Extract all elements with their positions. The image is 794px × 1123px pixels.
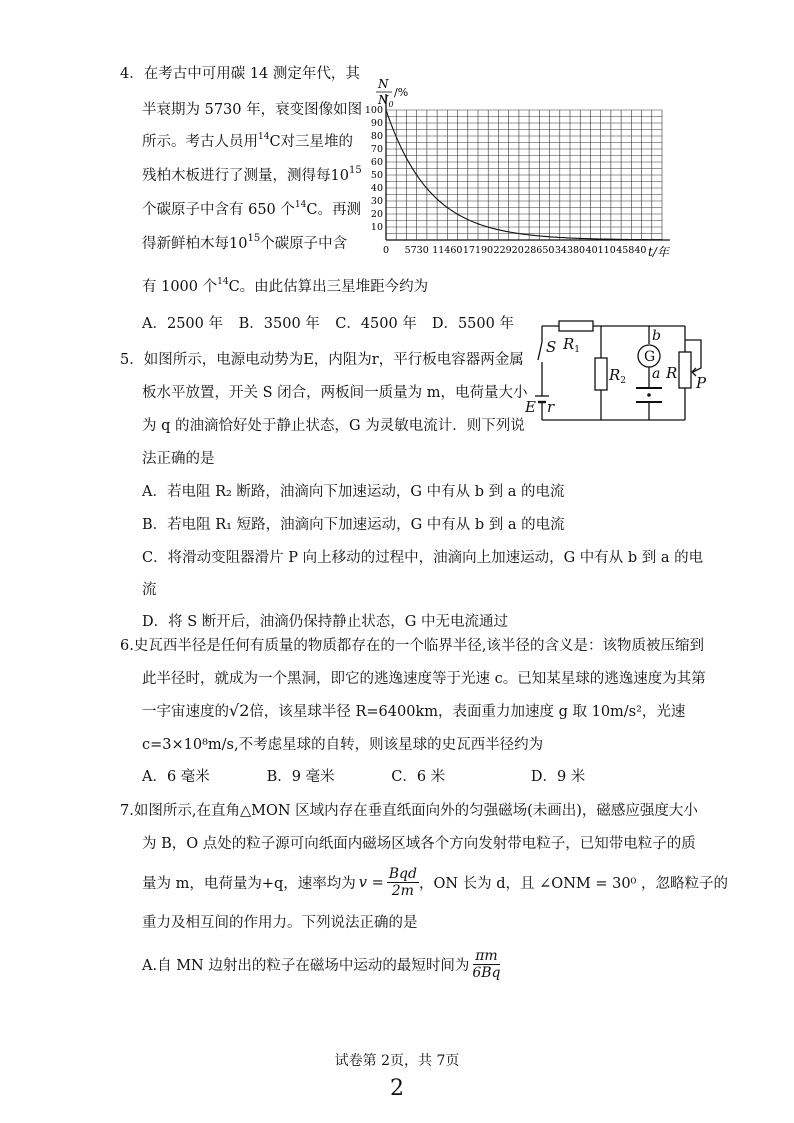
q7-line-1: 7.如图所示,在直角△MON 区域内存在垂直纸面向外的匀强磁场(未画出)，磁感应强度大小 (120, 803, 698, 819)
label-s: S (546, 338, 557, 356)
q4-line-4: 残柏木板进行了测量，测得每$10^{15}$ (142, 165, 362, 184)
rheostat-r (679, 352, 691, 388)
q6-line-4: c=3×10⁸m/s,不考虑星球的自转，则该星球的史瓦西半径约为 (142, 737, 544, 753)
x-tick-label: 22920 (493, 245, 524, 256)
y-tick-label: 50 (370, 170, 383, 181)
q5-option-b: B．若电阻 R₁ 短路，油滴向下加速运动，G 中有从 b 到 a 的电流 (142, 517, 565, 533)
velocity-fraction: Bqd 2m (388, 866, 417, 899)
time-fraction: πm 6Bq (472, 948, 501, 981)
chart-x-ticks (383, 245, 646, 256)
chart-y-label: N (378, 77, 389, 91)
x-tick-label: 28650 (524, 245, 555, 256)
q4-option-b: B．3500 年 (238, 316, 320, 332)
q4-line-6: 得新鲜柏木每$10^{15}$个碳原子中含 (142, 233, 348, 252)
y-tick-label: 30 (370, 196, 383, 207)
q6-line-2: 此半径时，就成为一个黑洞，即它的逃逸速度等于光速 c。已知某星球的逃逸速度为其第 (142, 671, 706, 687)
q6-option-a: A．6 毫米 (142, 769, 210, 785)
q5-option-d: D．将 S 断开后，油滴仍保持静止状态，G 中无电流通过 (142, 614, 508, 630)
q5-line-3: 为 q 的油滴恰好处于静止状态，G 为灵敏电流计．则下列说 (142, 418, 525, 434)
x-tick-label: 45840 (616, 245, 647, 256)
switch-s (538, 342, 542, 360)
x-tick-label: 0 (382, 245, 390, 256)
x-tick-label: 40110 (585, 245, 616, 256)
q7-line-4: 重力及相互间的作用力。下列说法正确的是 (142, 915, 418, 931)
y-tick-label: 70 (370, 144, 383, 155)
x-tick-label: 11460 (432, 245, 463, 256)
resistor-r2 (595, 358, 607, 390)
label-r1: $R_1$ (563, 335, 581, 355)
q6-line-1: 6.史瓦西半径是任何有质量的物质都存在的一个临界半径,该半径的含义是：该物质被压缩到 (120, 638, 704, 654)
q5-line-2: 板水平放置，开关 S 闭合，两板间一质量为 m，电荷量大小 (142, 385, 528, 401)
q5-option-c: C．将滑动变阻器滑片 P 向上移动的过程中，油滴向上加速运动，G 中有从 b 到 a 的电 (142, 550, 704, 566)
y-tick-label: 60 (370, 157, 383, 168)
y-tick-label: 10 (370, 222, 383, 233)
q5-line-4: 法正确的是 (142, 451, 215, 467)
q4-line-1: 4．在考古中可用碳 14 测定年代，其 (120, 66, 360, 82)
label-r2: $R_2$ (609, 366, 627, 386)
x-tick-label: 17190 (462, 245, 494, 256)
chart-axes (386, 94, 670, 240)
q6-option-c: C．6 米 (391, 769, 446, 785)
q4-option-c: C．4500 年 (335, 316, 417, 332)
q4-line-2: 半衰期为 5730 年，衰变图像如图 (142, 102, 363, 118)
circuit-diagram (525, 318, 715, 438)
q6-option-b: B．9 毫米 (266, 769, 335, 785)
chart-y-ticks (365, 105, 383, 233)
y-tick-label: 100 (364, 105, 383, 116)
q7-line-2: 为 B，O 点处的粒子源可向纸面内磁场区域各个方向发射带电粒子，已知带电粒子的质 (142, 836, 696, 852)
y-tick-label: 20 (370, 209, 383, 220)
y-tick-label: 80 (370, 131, 383, 142)
q5-option-a: A．若电阻 R₂ 断路，油滴向下加速运动，G 中有从 b 到 a 的电流 (142, 484, 565, 500)
svg-text:/%: /% (394, 86, 409, 99)
label-g: G (644, 349, 656, 365)
chart-grid (386, 110, 662, 240)
q4-line-7: 有 1000 个$^{14}$C。由此估算出三星堆距今约为 (142, 277, 429, 295)
x-tick-label: 34380 (554, 245, 586, 256)
q5-line-1: 5．如图所示，电源电动势为E，内阻为r，平行板电容器两金属 (120, 352, 524, 368)
chart-x-label: t/年 (648, 245, 669, 259)
q4-line-3: 所示。考古人员用$^{14}$C对三星堆的 (142, 132, 354, 150)
resistor-r1 (559, 321, 593, 331)
label-r: R (666, 364, 678, 382)
y-tick-label: 40 (370, 183, 383, 194)
label-p: P (696, 374, 707, 392)
q6-options (142, 765, 585, 786)
q4-option-a: A．2500 年 (142, 316, 223, 332)
q5-option-c-cont: 流 (142, 582, 157, 598)
label-internal-r: r (547, 398, 555, 416)
page-footer-text: 试卷第 2页，共 7页 (334, 1053, 460, 1069)
q7-line-3: 量为 m，电荷量为+q，速率均为 v = Bqd 2m ，ON 长为 d，且 ∠ONM = 30⁰ ，忽略粒子的 (142, 866, 728, 899)
label-a: a (652, 366, 661, 382)
q6-line-3: 一宇宙速度的√2倍，该星球半径 R=6400km，表面重力加速度 g 取 10m/s²，光速 (142, 701, 686, 720)
y-tick-label: 90 (370, 118, 383, 129)
svg-text:N0: $N_0$ (378, 93, 394, 109)
decay-chart (362, 72, 674, 272)
q4-options (142, 312, 514, 333)
label-e: E (525, 398, 536, 416)
q6-option-d: D．9 米 (530, 769, 586, 785)
page-number: 2 (390, 1076, 404, 1101)
q4-option-d: D．5500 年 (431, 316, 514, 332)
x-tick-label: 5730 (404, 245, 429, 256)
q4-line-5: 个碳原子中含有 650 个$^{14}$C。再测 (142, 200, 361, 218)
label-b: b (652, 328, 661, 344)
q7-option-a: A.自 MN 边射出的粒子在磁场中运动的最短时间为 πm 6Bq (142, 948, 501, 981)
